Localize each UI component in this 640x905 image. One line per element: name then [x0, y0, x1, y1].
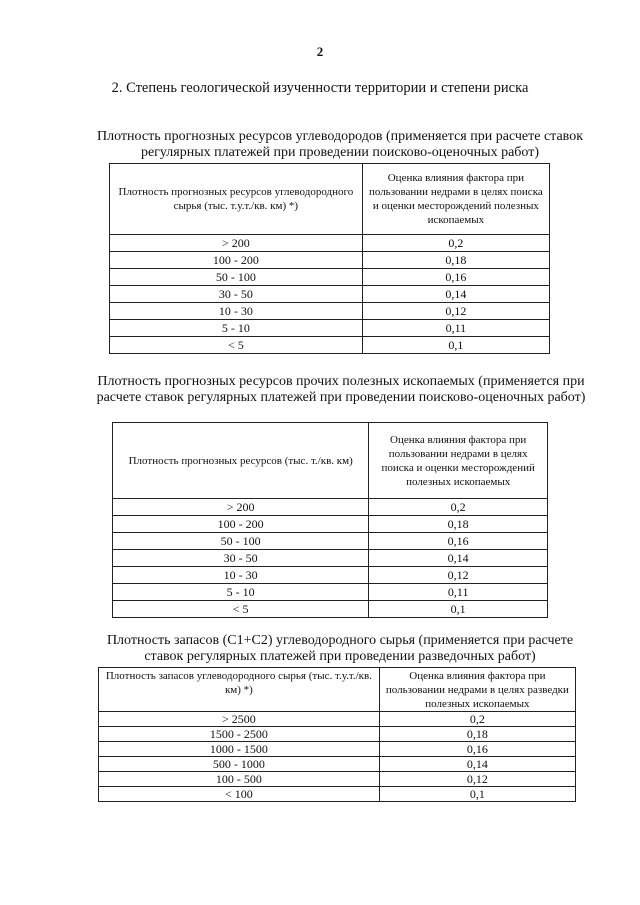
- table-1-caption: Плотность прогнозных ресурсов углеводородов (применяется при расчете ставок регулярных платежей при проведении поисково-оценочных работ): [96, 129, 583, 160]
- table-row: [99, 787, 576, 802]
- table-row: [113, 533, 548, 550]
- density-cell: 100 - 200: [113, 516, 369, 533]
- density-cell: < 100: [99, 787, 380, 802]
- header-cell-density: Плотность прогнозных ресурсов углеводородного сырья (тыс. т.у.т./кв. км) *): [110, 164, 363, 235]
- density-cell: > 200: [110, 235, 363, 252]
- density-cell: 500 - 1000: [99, 757, 380, 772]
- factor-cell: 0,12: [379, 772, 575, 787]
- factor-cell: 0,14: [379, 757, 575, 772]
- header-cell-factor: Оценка влияния фактора при пользовании недрами в целях поиска и оценки месторождений полезных ископаемых: [362, 164, 549, 235]
- density-cell: > 2500: [99, 712, 380, 727]
- table-row: [113, 567, 548, 584]
- table-row: [113, 550, 548, 567]
- table-header-row: [110, 164, 550, 235]
- density-cell: 1000 - 1500: [99, 742, 380, 757]
- factor-cell: 0,12: [369, 567, 548, 584]
- density-cell: 5 - 10: [113, 584, 369, 601]
- table-row: [113, 516, 548, 533]
- factor-cell: 0,1: [379, 787, 575, 802]
- density-cell: 50 - 100: [113, 533, 369, 550]
- table-1-hydrocarbon-resources-density: [109, 163, 550, 354]
- factor-cell: 0,18: [362, 252, 549, 269]
- factor-cell: 0,16: [379, 742, 575, 757]
- density-cell: 100 - 200: [110, 252, 363, 269]
- table-row: [113, 584, 548, 601]
- factor-cell: 0,2: [362, 235, 549, 252]
- factor-cell: 0,2: [369, 499, 548, 516]
- table-row: [113, 601, 548, 618]
- factor-cell: 0,12: [362, 303, 549, 320]
- table-row: [110, 320, 550, 337]
- table-row: [99, 772, 576, 787]
- table-row: [99, 742, 576, 757]
- section-title: 2. Степень геологической изученности территории и степени риска: [111, 80, 529, 96]
- factor-cell: 0,1: [362, 337, 549, 354]
- factor-cell: 0,1: [369, 601, 548, 618]
- header-cell-density: Плотность прогнозных ресурсов (тыс. т./кв. км): [113, 423, 369, 499]
- table-3-caption: Плотность запасов (С1+С2) углеводородного сырья (применяется при расчете ставок регулярных платежей при проведении разведочных работ): [106, 633, 574, 664]
- header-cell-density: Плотность запасов углеводородного сырья (тыс. т.у.т./кв. км) *): [99, 668, 380, 712]
- factor-cell: 0,16: [369, 533, 548, 550]
- table-row: [110, 303, 550, 320]
- table-header-row: [99, 668, 576, 712]
- density-cell: 30 - 50: [110, 286, 363, 303]
- density-cell: > 200: [113, 499, 369, 516]
- density-cell: 1500 - 2500: [99, 727, 380, 742]
- factor-cell: 0,2: [379, 712, 575, 727]
- table-row: [99, 757, 576, 772]
- table-row: [113, 499, 548, 516]
- table-2-caption: Плотность прогнозных ресурсов прочих полезных ископаемых (применяется при расчете ставок регулярных платежей при проведении поисково-оценочных работ): [96, 374, 586, 405]
- table-row: [110, 269, 550, 286]
- page-number: 2: [316, 44, 324, 59]
- density-cell: 10 - 30: [113, 567, 369, 584]
- header-cell-factor: Оценка влияния фактора при пользовании недрами в целях разведки полезных ископаемых: [379, 668, 575, 712]
- table-row: [99, 712, 576, 727]
- table-row: [110, 337, 550, 354]
- factor-cell: 0,16: [362, 269, 549, 286]
- factor-cell: 0,18: [369, 516, 548, 533]
- table-row: [110, 235, 550, 252]
- table-3-hydrocarbon-reserves-density: [98, 667, 576, 802]
- table-row: [99, 727, 576, 742]
- density-cell: < 5: [110, 337, 363, 354]
- density-cell: 100 - 500: [99, 772, 380, 787]
- density-cell: < 5: [113, 601, 369, 618]
- factor-cell: 0,14: [369, 550, 548, 567]
- density-cell: 50 - 100: [110, 269, 363, 286]
- table-row: [110, 286, 550, 303]
- table-2-other-minerals-resources-density: [112, 422, 548, 618]
- factor-cell: 0,18: [379, 727, 575, 742]
- density-cell: 5 - 10: [110, 320, 363, 337]
- table-header-row: [113, 423, 548, 499]
- header-cell-factor: Оценка влияния фактора при пользовании недрами в целях поиска и оценки месторождений полезных ископаемых: [369, 423, 548, 499]
- factor-cell: 0,14: [362, 286, 549, 303]
- factor-cell: 0,11: [369, 584, 548, 601]
- factor-cell: 0,11: [362, 320, 549, 337]
- table-row: [110, 252, 550, 269]
- density-cell: 10 - 30: [110, 303, 363, 320]
- density-cell: 30 - 50: [113, 550, 369, 567]
